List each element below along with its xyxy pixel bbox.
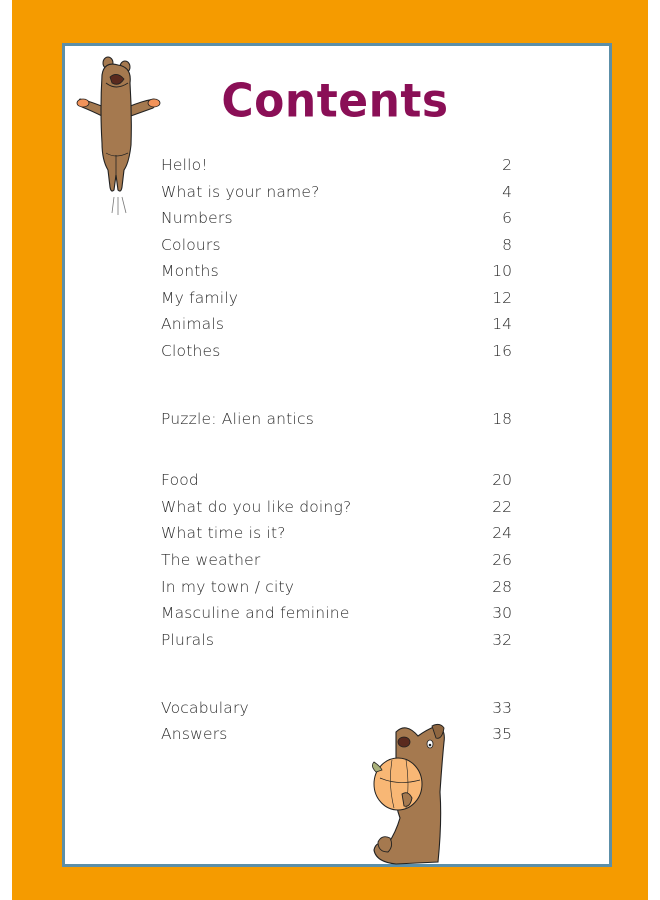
toc-entry[interactable]	[161, 604, 512, 626]
toc-entry[interactable]	[161, 410, 512, 432]
toc-entry[interactable]	[161, 699, 512, 721]
toc-entry-page: 30	[492, 604, 512, 622]
toc-entry-page: 24	[492, 524, 512, 542]
toc-entry-page: 22	[492, 498, 512, 516]
toc-entry-page: 32	[492, 631, 512, 649]
toc-entry-page: 14	[492, 315, 512, 333]
toc-entry-label: What do you like doing?	[161, 498, 352, 516]
toc-entry-label: Masculine and feminine	[161, 604, 350, 622]
toc-entry[interactable]	[161, 498, 512, 520]
toc-entry-label: The weather	[161, 551, 261, 569]
toc-entry-label: Animals	[161, 315, 225, 333]
toc-entry-label: Hello!	[161, 156, 208, 174]
toc-entry-page: 26	[492, 551, 512, 569]
toc-entry-page: 16	[492, 342, 512, 360]
toc-entry-page: 4	[502, 183, 512, 201]
toc-entry[interactable]	[161, 156, 512, 178]
toc-entry[interactable]	[161, 209, 512, 231]
toc-entry[interactable]	[161, 578, 512, 600]
toc-entry[interactable]	[161, 631, 512, 653]
toc-entry-page: 28	[492, 578, 512, 596]
toc-entry-label: Puzzle: Alien antics	[161, 410, 314, 428]
toc-entry-label: Vocabulary	[161, 699, 249, 717]
toc-entry-page: 8	[502, 236, 512, 254]
toc-entry[interactable]	[161, 551, 512, 573]
toc-entry[interactable]	[161, 236, 512, 258]
toc-entry-label: In my town / city	[161, 578, 295, 596]
toc-entry[interactable]	[161, 342, 512, 364]
toc-entry[interactable]	[161, 524, 512, 546]
toc-entry[interactable]	[161, 262, 512, 284]
toc-entry-label: What time is it?	[161, 524, 286, 542]
toc-entry[interactable]	[161, 183, 512, 205]
toc-entry-label: Clothes	[161, 342, 221, 360]
toc-entry-page: 6	[502, 209, 512, 227]
toc-entry-label: What is your name?	[161, 183, 320, 201]
toc-entry-label: Answers	[161, 725, 228, 743]
page-title: Contents	[221, 74, 449, 129]
toc-entry-page: 18	[492, 410, 512, 428]
toc-entry[interactable]	[161, 725, 512, 747]
toc-entry-label: Numbers	[161, 209, 233, 227]
toc-entry[interactable]	[161, 315, 512, 337]
toc-entry-label: Colours	[161, 236, 221, 254]
toc-entry-label: Plurals	[161, 631, 215, 649]
toc-entry-page: 33	[492, 699, 512, 717]
toc-entry[interactable]	[161, 471, 512, 493]
toc-entry-label: Food	[161, 471, 199, 489]
toc-entry[interactable]	[161, 289, 512, 311]
bear-with-pumpkin-illustration	[366, 722, 452, 866]
toc-entry-label: My family	[161, 289, 239, 307]
toc-entry-page: 10	[492, 262, 512, 280]
toc-entry-page: 35	[492, 725, 512, 743]
toc-entry-label: Months	[161, 262, 219, 280]
toc-entry-page: 2	[502, 156, 512, 174]
toc-entry-page: 12	[492, 289, 512, 307]
toc-entry-page: 20	[492, 471, 512, 489]
